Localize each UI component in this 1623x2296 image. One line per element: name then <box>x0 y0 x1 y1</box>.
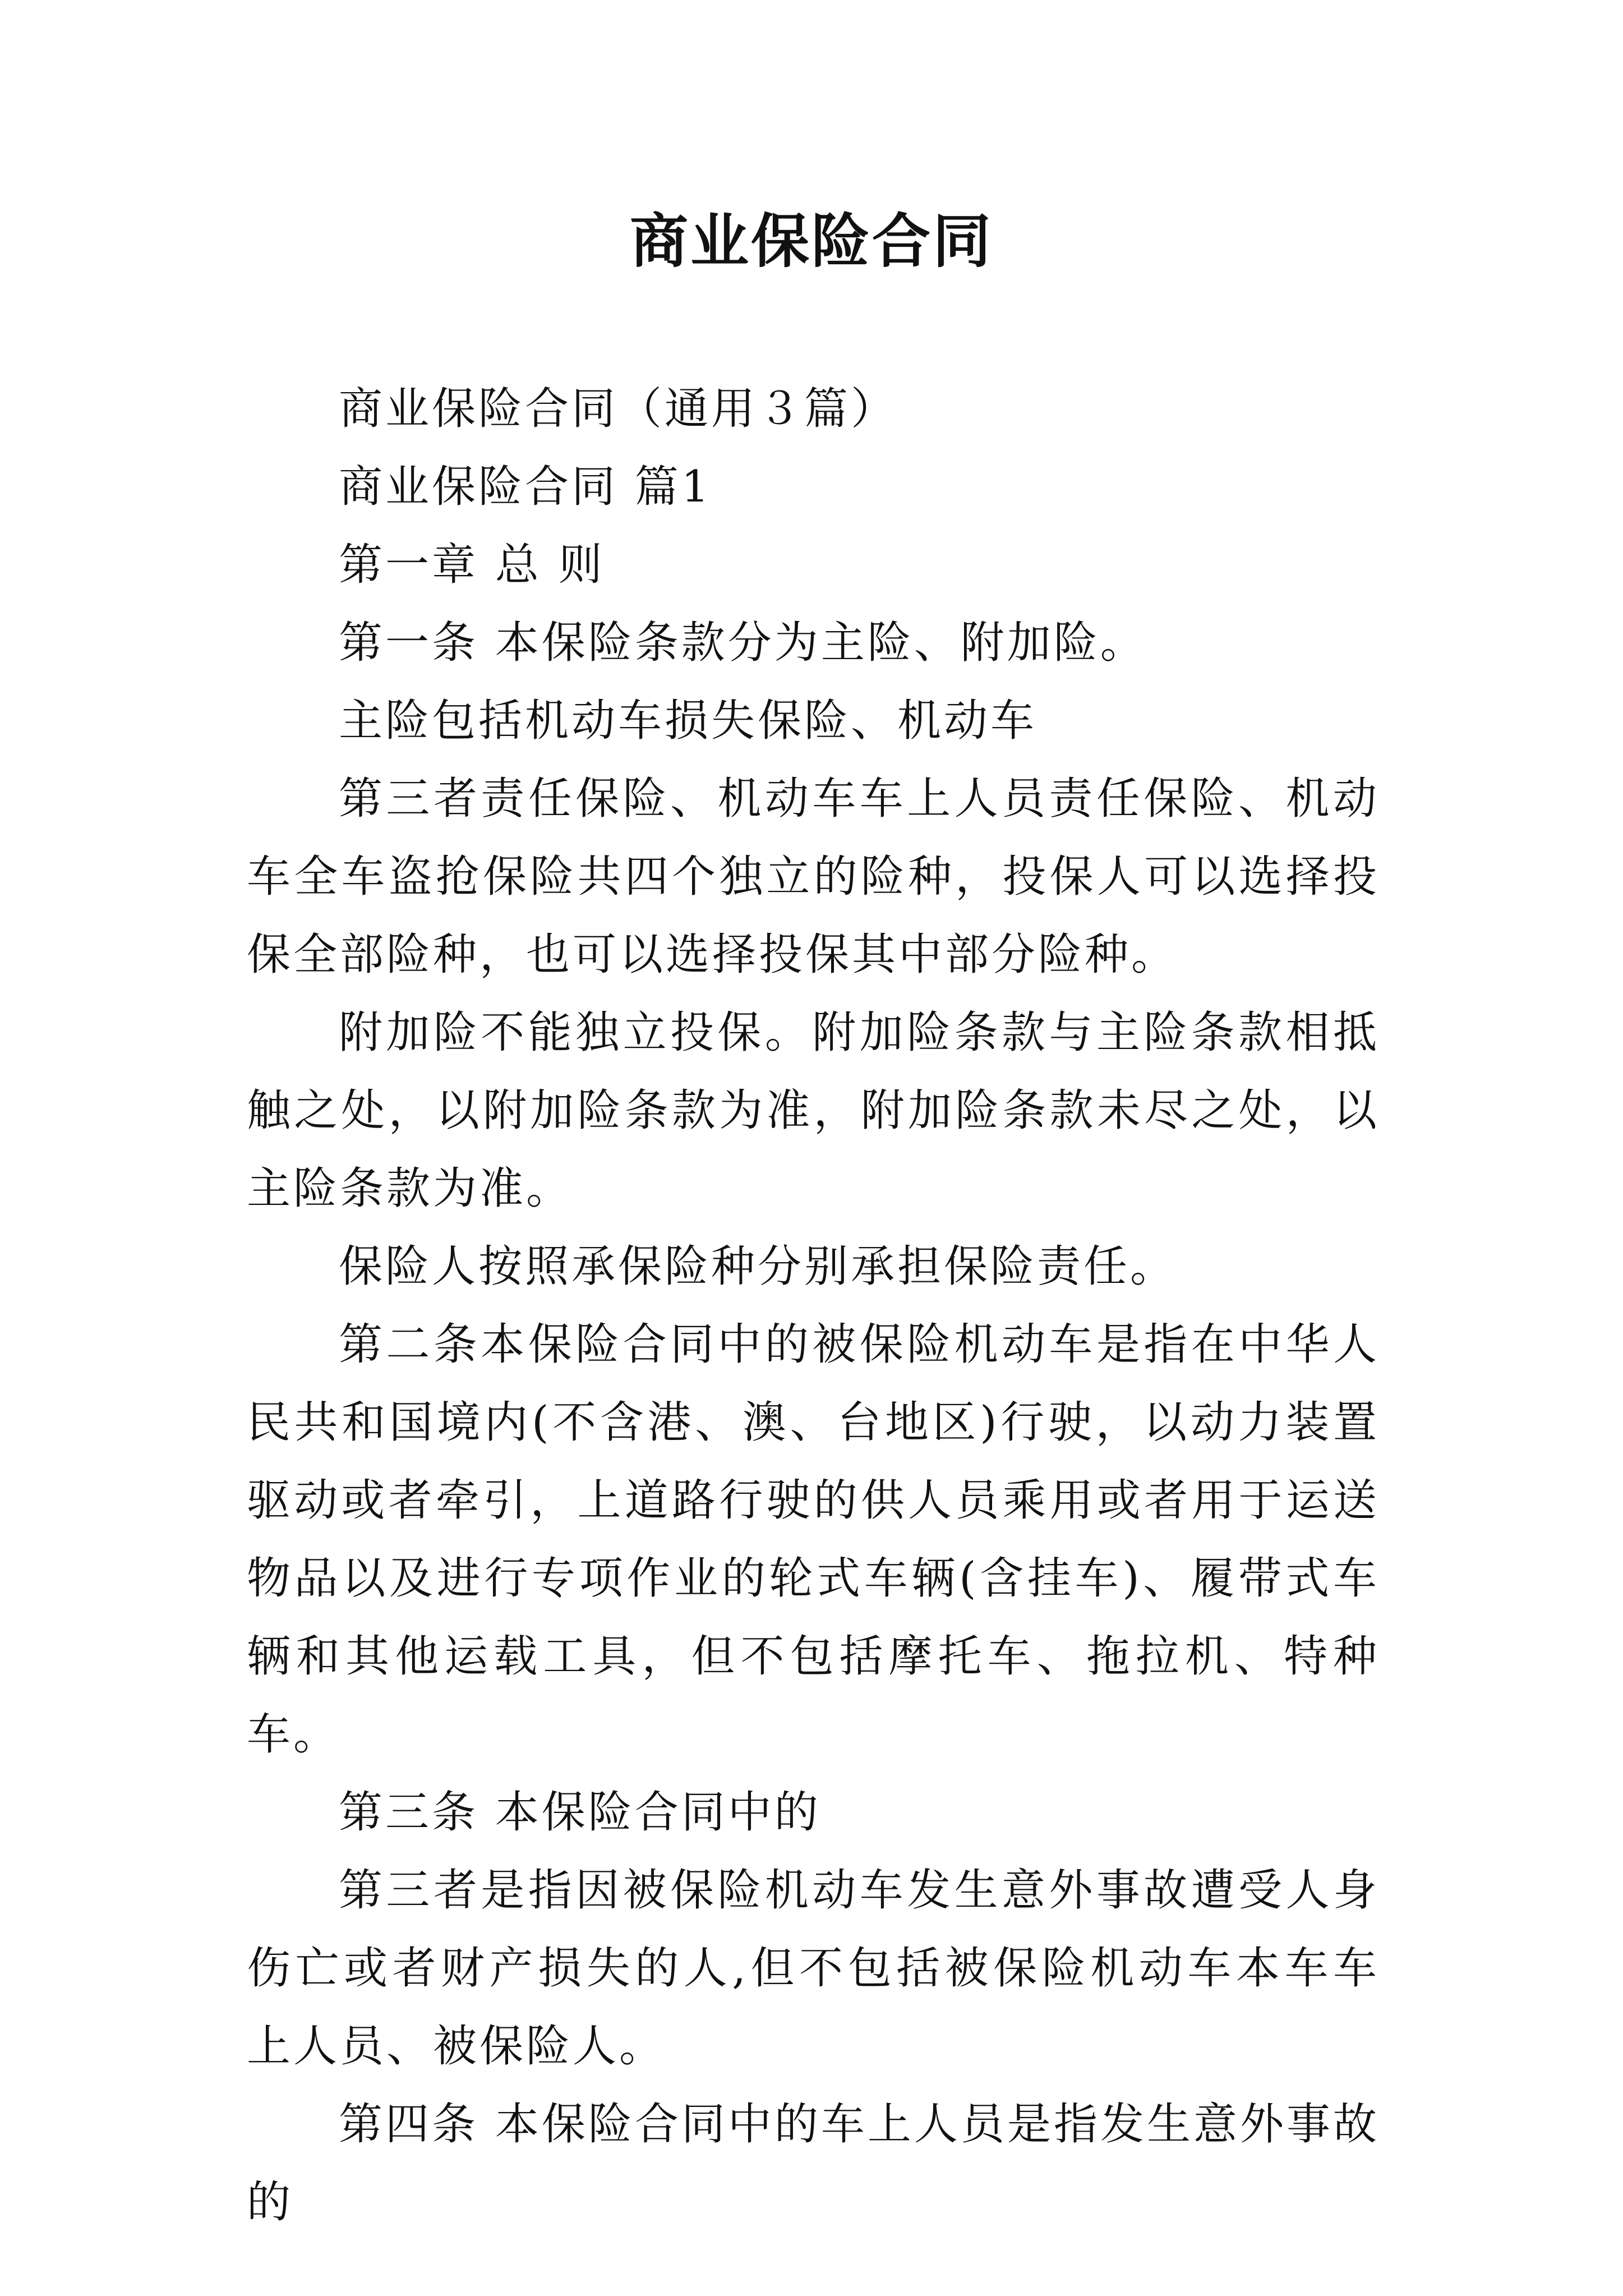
paragraph-additional-insurance: 附加险不能独立投保。附加险条款与主险条款相抵触之处，以附加险条款为准，附加险条款未尽之处，以主险条款为准。 <box>247 1007 1380 1214</box>
document-body <box>247 370 1380 2242</box>
paragraph-collection-title: 商业保险合同（通用３篇） <box>339 384 898 434</box>
paragraph-insurer-liability: 保险人按照承保险种分别承担保险责任。 <box>339 1241 1177 1292</box>
paragraph-third-party-liability: 第三者责任保险、机动车车上人员责任保险、机动车全车盗抢保险共四个独立的险种，投保人可以选择投保全部险种，也可以选择投保其中部分险种。 <box>247 774 1380 980</box>
paragraph-part-heading: 商业保险合同 篇1 <box>339 462 712 512</box>
paragraph-article-1: 第一条 本保险条款分为主险、附加险。 <box>339 618 1147 668</box>
paragraph-article-4: 第四条 本保险合同中的车上人员是指发生意外事故的 <box>247 2099 1380 2228</box>
paragraph-third-party-definition: 第三者是指因被保险机动车发生意外事故遭受人身伤亡或者财产损失的人,但不包括被保险机动车本车车上人员、被保险人。 <box>247 1865 1380 2072</box>
paragraph-article-3: 第三条 本保险合同中的 <box>339 1787 821 1838</box>
document-title: 商业保险合同 <box>629 206 993 275</box>
paragraph-article-2: 第二条本保险合同中的被保险机动车是指在中华人民共和国境内(不含港、澳、台地区)行驶，以动力装置驱动或者牵引，上道路行驶的供人员乘用或者用于运送物品以及进行专项作业的轮式车辆(含挂车)、履带式车辆和其他运载工具，但不包括摩托车、拖拉机、特种车。 <box>247 1319 1380 1760</box>
paragraph-main-insurance: 主险包括机动车损失保险、机动车 <box>339 696 1038 746</box>
paragraph-chapter-heading: 第一章 总 则 <box>339 540 605 590</box>
